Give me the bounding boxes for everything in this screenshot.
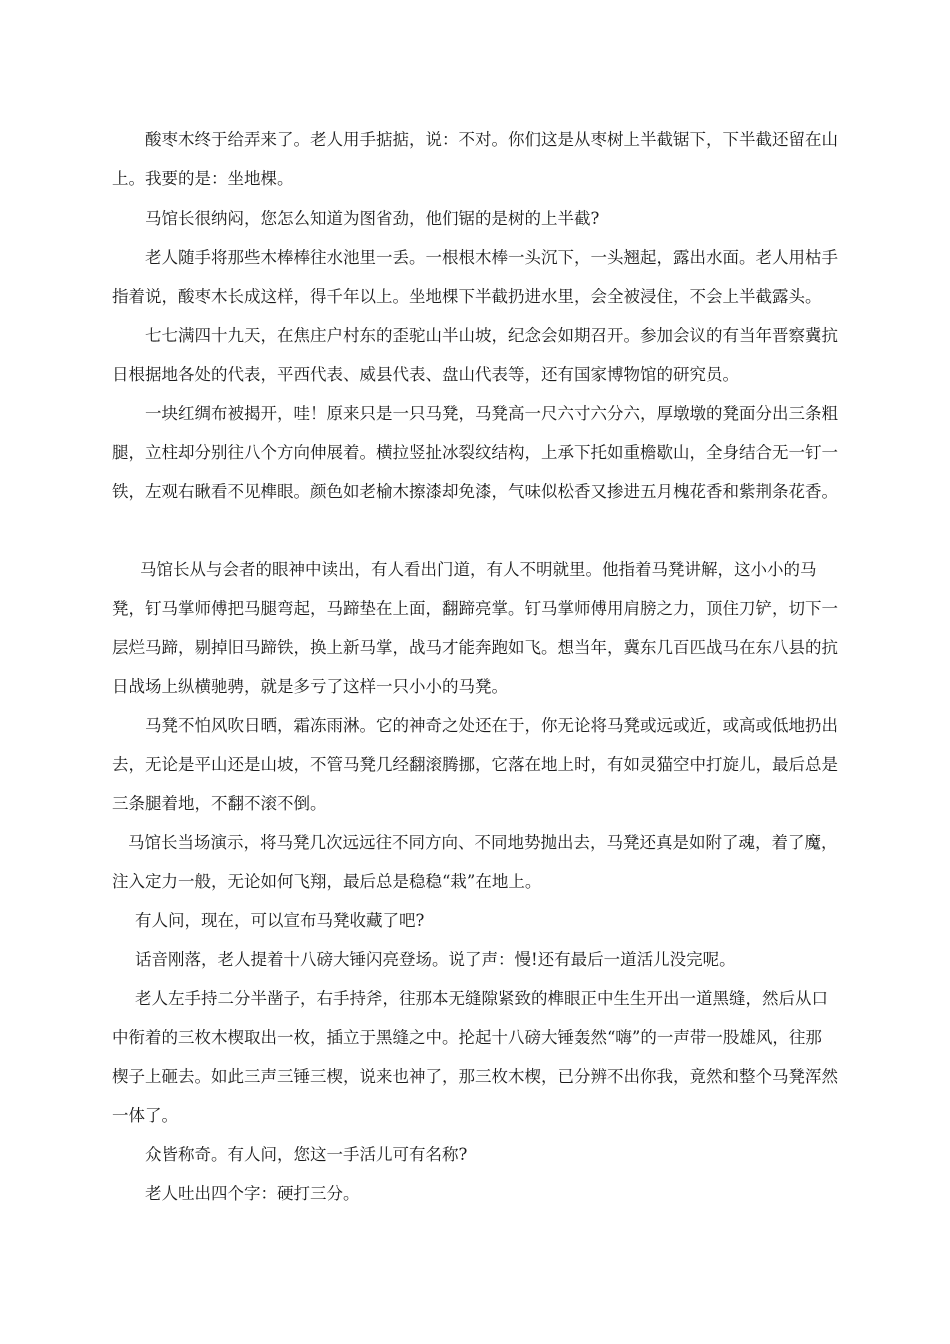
paragraph-2: 马馆长很纳闷，您怎么知道为图省劲，他们锯的是树的上半截? bbox=[145, 209, 600, 228]
paragraph-4: 七七满四十九天，在焦庄户村东的歪驼山半山坡，纪念会如期召开。参加会议的有当年晋察冀抗日根据地各处的代表，平西代表、威县代表、盘山代表等，还有国家博物馆的研究员。 bbox=[112, 326, 838, 384]
paragraph-11: 老人左手持二分半凿子，右手持斧，往那本无缝隙紧致的榫眼正中生生开出一道黑缝，然后从口中衔着的三枚木楔取出一枚，插立于黑缝之中。抡起十八磅大锤轰然“嗨”的一声带一股雄风，往那楔子上砸去。如此三声三锤三楔，说来也神了，那三枚木楔，已分辨不出你我，竟然和整个马凳浑然一体了。 bbox=[112, 989, 838, 1125]
paragraph-13: 老人吐出四个字：硬打三分。 bbox=[145, 1184, 360, 1203]
paragraph-10: 话音刚落，老人提着十八磅大锤闪亮登场。说了声：慢!还有最后一道活儿没完呢。 bbox=[135, 950, 736, 969]
paragraph-3: 老人随手将那些木棒棒往水池里一丢。一根根木棒一头沉下，一头翘起，露出水面。老人用枯手指着说，酸枣木长成这样，得千年以上。坐地棵下半截扔进水里，会全被浸住，不会上半截露头。 bbox=[112, 248, 838, 306]
paragraph-1: 酸枣木终于给弄来了。老人用手掂掂，说：不对。你们这是从枣树上半截锯下，下半截还留在山上。我要的是：坐地棵。 bbox=[112, 130, 838, 188]
paragraph-12: 众皆称奇。有人问，您这一手活儿可有名称? bbox=[145, 1145, 468, 1164]
paragraph-6: 马馆长从与会者的眼神中读出，有人看出门道，有人不明就里。他指着马凳讲解，这小小的马凳，钉马掌师傅把马腿弯起，马蹄垫在上面，翻蹄亮掌。钉马掌师傅用肩膀之力，顶住刀铲，切下一层烂马蹄，剔掉旧马蹄铁，换上新马掌，战马才能奔跑如飞。想当年，冀东几百匹战马在东八县的抗日战场上纵横驰骋，就是多亏了这样一只小小的马凳。 bbox=[112, 560, 838, 696]
paragraph-8: 马馆长当场演示，将马凳几次远远往不同方向、不同地势抛出去，马凳还真是如附了魂，着了魔，注入定力一般，无论如何飞翔，最后总是稳稳“栽”在地上。 bbox=[112, 833, 838, 891]
paragraph-5: 一块红绸布被揭开，哇！原来只是一只马凳，马凳高一尺六寸六分六，厚墩墩的凳面分出三条粗腿，立柱却分别往八个方向伸展着。横拉竖扯冰裂纹结构，上承下托如重檐歇山，全身结合无一钉一铁，左观右瞅看不见榫眼。颜色如老榆木擦漆却免漆，气味似松香又掺进五月槐花香和紫荆条花香。 bbox=[112, 404, 838, 501]
paragraph-7: 马凳不怕风吹日晒，霜冻雨淋。它的神奇之处还在于，你无论将马凳或远或近，或高或低地扔出去，无论是平山还是山坡，不管马凳几经翻滚腾挪，它落在地上时，有如灵猫空中打旋儿，最后总是三条腿着地，不翻不滚不倒。 bbox=[112, 716, 838, 813]
paragraph-9: 有人问，现在，可以宣布马凳收藏了吧? bbox=[135, 911, 425, 930]
